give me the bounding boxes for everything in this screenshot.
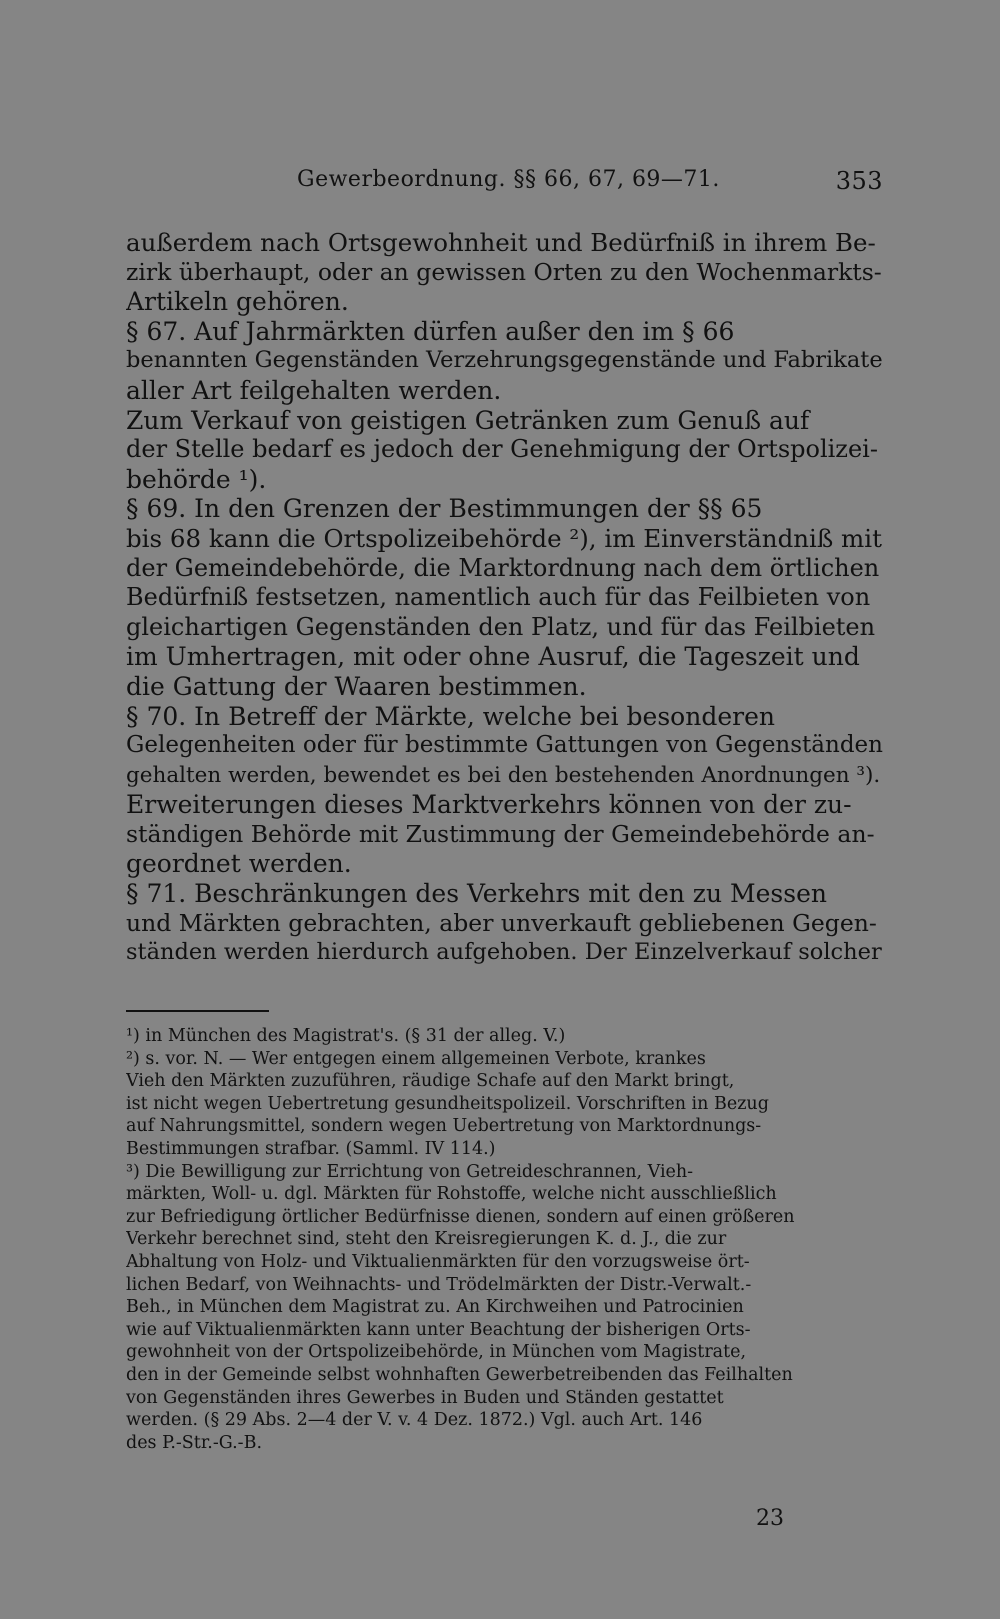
- page-header: [297, 167, 883, 199]
- footnote-line: den in der Gemeinde selbst wohnhaften Gewerbetreibenden das Feilhalten: [126, 1364, 793, 1385]
- text-line: die Gattung der Waaren bestimmen.: [126, 671, 587, 701]
- text-line: Gelegenheiten oder für bestimmte Gattungen von Gegenständen: [126, 732, 883, 759]
- text-line: der Stelle bedarf es jedoch der Genehmigung der Ortspolizei-: [126, 435, 878, 464]
- text-line: § 67. Auf Jahrmärkten dürfen außer den im § 66: [126, 316, 735, 346]
- text-line: gleichartigen Gegenständen den Platz, und für das Feilbieten: [126, 612, 876, 641]
- footnotes: [126, 1025, 884, 1454]
- text-line: ständen werden hierdurch aufgehoben. Der Einzelverkauf solcher: [126, 939, 882, 966]
- footnote-line: lichen Bedarf, von Weihnachts- und Trödelmärkten der Distr.-Verwalt.-: [126, 1274, 752, 1295]
- footnote-line: ist nicht wegen Uebertretung gesundheitspolizeil. Vorschriften in Bezug: [126, 1093, 769, 1114]
- text-line: ständigen Behörde mit Zustimmung der Gemeindebehörde an-: [126, 819, 875, 848]
- text-line: benannten Gegenständen Verzehrungsgegenstände und Fabrikate: [126, 347, 883, 374]
- text-line: Zum Verkauf von geistigen Getränken zum Genuß auf: [126, 405, 810, 435]
- footnote-line: auf Nahrungsmittel, sondern wegen Uebertretung von Marktordnungs-: [126, 1116, 762, 1137]
- footnote-line: Verkehr berechnet sind, steht den Kreisregierungen K. d. J., die zur: [126, 1229, 727, 1250]
- text-line: Artikeln gehören.: [126, 287, 349, 317]
- main-text: [126, 228, 884, 968]
- footnote-line: ¹) in München des Magistrat's. (§ 31 der alleg. V.): [126, 1026, 566, 1046]
- text-line: bis 68 kann die Ortspolizeibehörde ²), im Einverständniß mit: [126, 523, 882, 553]
- text-line: aller Art feilgehalten werden.: [126, 375, 502, 405]
- footnote-line: gewohnheit von der Ortspolizeibehörde, in München vom Magistrate,: [126, 1342, 747, 1363]
- footnote-line: wie auf Viktualienmärkten kann unter Beachtung der bisherigen Orts-: [126, 1319, 751, 1340]
- footnote-line: ³) Die Bewilligung zur Errichtung von Getreideschrannen, Vieh-: [126, 1161, 694, 1182]
- footnote-line: werden. (§ 29 Abs. 2—4 der V. v. 4 Dez. 1872.) Vgl. auch Art. 146: [126, 1410, 703, 1431]
- text-line: behörde ¹).: [126, 464, 267, 494]
- text-line: § 69. In den Grenzen der Bestimmungen der §§ 65: [126, 494, 763, 524]
- footnote-line: zur Befriedigung örtlicher Bedürfnisse dienen, sondern auf einen größeren: [126, 1206, 795, 1227]
- footnote-line: von Gegenständen ihres Gewerbes in Buden und Ständen gestattet: [126, 1387, 724, 1408]
- footnote-separator: [126, 1010, 269, 1012]
- footnote-line: märkten, Woll- u. dgl. Märkten für Rohstoffe, welche nicht ausschließlich: [126, 1184, 777, 1205]
- text-line: Erweiterungen dieses Marktverkehrs können von der zu-: [126, 790, 852, 820]
- footnote-line: des P.-Str.-G.-B.: [126, 1432, 263, 1453]
- text-line: im Umhertragen, mit oder ohne Ausruf, die Tageszeit und: [126, 642, 860, 672]
- text-line: der Gemeindebehörde, die Marktordnung nach dem örtlichen: [126, 553, 880, 582]
- signature-mark: 23: [756, 1506, 784, 1531]
- footnote-line: ²) s. vor. N. — Wer entgegen einem allgemeinen Verbote, krankes: [126, 1048, 706, 1069]
- text-line: geordnet werden.: [126, 849, 352, 879]
- text-line: Bedürfniß festsetzen, namentlich auch für das Feilbieten von: [126, 583, 871, 612]
- page-number: 353: [835, 167, 883, 195]
- text-line: gehalten werden, bewendet es bei den bestehenden Anordnungen ³).: [126, 762, 881, 788]
- footnote-line: Abhaltung von Holz- und Viktualienmärkten für den vorzugsweise ört-: [126, 1251, 750, 1272]
- text-line: § 70. In Betreff der Märkte, welche bei besonderen: [126, 701, 775, 731]
- text-line: zirk überhaupt, oder an gewissen Orten zu den Wochenmarkts-: [126, 257, 882, 286]
- text-line: außerdem nach Ortsgewohnheit und Bedürfniß in ihrem Be-: [126, 228, 876, 257]
- footnote-line: Bestimmungen strafbar. (Samml. IV 114.): [126, 1138, 496, 1159]
- text-line: und Märkten gebrachten, aber unverkauft gebliebenen Gegen-: [126, 908, 877, 937]
- running-title: Gewerbeordnung. §§ 66, 67, 69—71.: [297, 167, 720, 192]
- footnote-line: Vieh den Märkten zuzuführen, räudige Schafe auf den Markt bringt,: [126, 1071, 735, 1092]
- footnote-line: Beh., in München dem Magistrat zu. An Kirchweihen und Patrocinien: [126, 1297, 744, 1318]
- text-line: § 71. Beschränkungen des Verkehrs mit den zu Messen: [126, 879, 827, 909]
